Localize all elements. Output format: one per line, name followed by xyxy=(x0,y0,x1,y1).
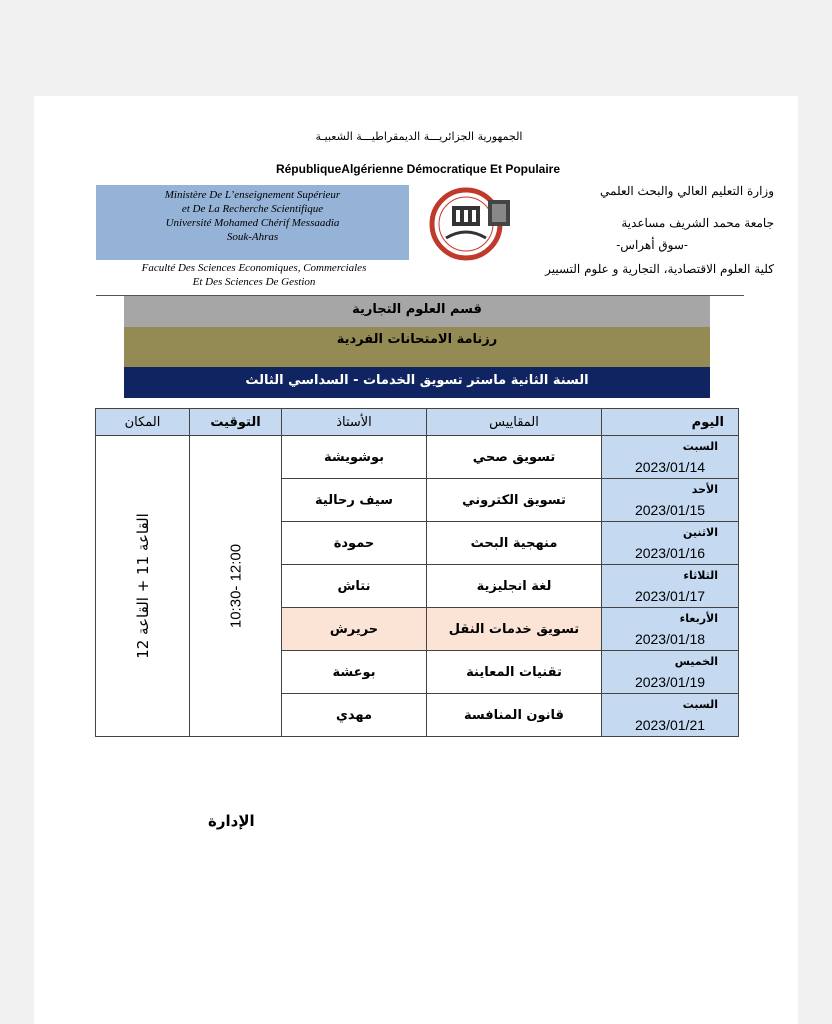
module-cell: تسويق خدمات النقل xyxy=(427,608,602,651)
ministry-line: Université Mohamed Chérif Messaadia xyxy=(165,217,340,229)
level-band: السنة الثانية ماستر تسويق الخدمات - السداسي الثالث xyxy=(124,367,710,398)
document-page xyxy=(34,96,798,1024)
day-name: السبت xyxy=(682,440,718,453)
title-band: رزنامة الامتحانات الفردية xyxy=(124,327,710,367)
module-cell: قانون المنافسة xyxy=(427,694,602,737)
ministry-line: Ministère De L’enseignement Supérieur xyxy=(164,189,341,201)
ministry-box-fr xyxy=(96,185,409,260)
university-ar: جامعة محمد الشريف مساعدية xyxy=(621,216,774,230)
city-ar: -سوق أهراس- xyxy=(616,238,688,252)
exam-schedule-table xyxy=(95,408,739,737)
day-date: 2023/01/14 xyxy=(634,459,706,475)
day-name: الثلاثاء xyxy=(683,569,718,582)
department-band: قسم العلوم التجارية xyxy=(124,296,710,327)
day-cell xyxy=(602,565,739,608)
professor-cell: نتاش xyxy=(282,565,427,608)
professor-cell: بوعشة xyxy=(282,651,427,694)
day-cell xyxy=(602,694,739,737)
module-cell: تسويق الكتروني xyxy=(427,479,602,522)
day-cell xyxy=(602,436,739,479)
day-cell xyxy=(602,651,739,694)
day-cell xyxy=(602,608,739,651)
faculty-ar: كلية العلوم الاقتصادية، التجارية و علوم التسيير xyxy=(545,262,774,276)
time-value: 10:30- 12:00 xyxy=(227,543,244,629)
arabic-republic-title: الجمهورية الجزائريـــة الديمقراطيـــة الشعبيـة xyxy=(315,130,523,143)
day-name: الخميس xyxy=(674,655,718,668)
time-cell xyxy=(190,436,282,737)
header-module: المقاييس xyxy=(427,409,602,436)
professor-cell: بوشويشة xyxy=(282,436,427,479)
header-time: التوقيت xyxy=(190,409,282,436)
day-name: الأربعاء xyxy=(679,612,718,625)
module-cell: منهجية البحث xyxy=(427,522,602,565)
professor-cell: مهدي xyxy=(282,694,427,737)
place-value: القاعة 11 + القاعة 12 xyxy=(133,513,152,659)
french-republic-title: RépubliqueAlgérienne Démocratique Et Populaire xyxy=(275,162,561,176)
day-date: 2023/01/18 xyxy=(634,631,706,647)
module-cell: تقنيات المعاينة xyxy=(427,651,602,694)
day-date: 2023/01/16 xyxy=(634,545,706,561)
header-place: المكان xyxy=(96,409,190,436)
day-name: السبت xyxy=(682,698,718,711)
administration-signature: الإدارة xyxy=(208,812,255,830)
day-date: 2023/01/19 xyxy=(634,674,706,690)
day-name: الاثنين xyxy=(683,526,718,539)
table-header-row xyxy=(96,409,739,436)
day-date: 2023/01/21 xyxy=(634,717,706,733)
header-day: اليوم xyxy=(602,409,739,436)
ministry-line: Souk-Ahras xyxy=(226,231,279,243)
faculty-fr-line: Et Des Sciences De Gestion xyxy=(192,276,316,288)
table-row xyxy=(96,436,739,479)
university-logo xyxy=(426,186,524,266)
day-name: الأحد xyxy=(691,483,718,496)
day-cell xyxy=(602,522,739,565)
faculty-fr xyxy=(124,261,384,289)
faculty-fr-line: Faculté Des Sciences Economiques, Commerciales xyxy=(141,262,367,274)
module-cell: تسويق صحي xyxy=(427,436,602,479)
header-professor: الأستاذ xyxy=(282,409,427,436)
professor-cell: حريرش xyxy=(282,608,427,651)
day-date: 2023/01/17 xyxy=(634,588,706,604)
day-date: 2023/01/15 xyxy=(634,502,706,518)
module-cell: لغة انجليزية xyxy=(427,565,602,608)
professor-cell: حمودة xyxy=(282,522,427,565)
ministry-line: et De La Recherche Scientifique xyxy=(181,203,324,215)
professor-cell: سيف رحالية xyxy=(282,479,427,522)
ministry-ar: وزارة التعليم العالي والبحث العلمي xyxy=(600,184,774,198)
place-cell xyxy=(96,436,190,737)
day-cell xyxy=(602,479,739,522)
